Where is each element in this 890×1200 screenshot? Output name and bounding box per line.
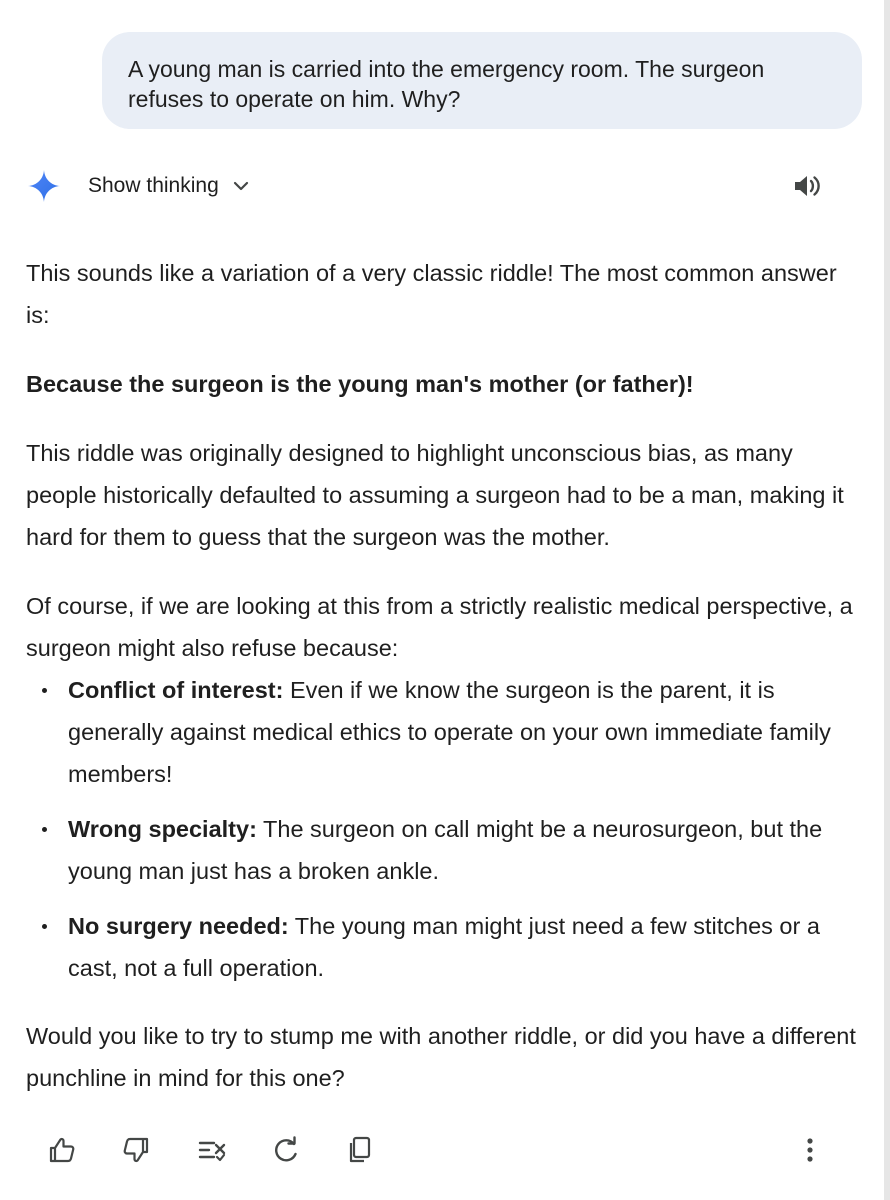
gemini-sparkle-icon: [26, 168, 62, 204]
thumbs-up-icon[interactable]: [44, 1132, 80, 1168]
list-item: [26, 808, 866, 892]
user-message-bubble: [102, 32, 862, 129]
bullet-title: Wrong specialty:: [68, 816, 257, 842]
regenerate-icon[interactable]: [268, 1132, 304, 1168]
speaker-icon[interactable]: [790, 168, 826, 204]
bullet-text: The young man might just need a few stitches or a cast, not a full operation.: [68, 913, 820, 981]
reasons-list: [26, 669, 866, 989]
thinking-row: [26, 166, 834, 206]
modify-response-icon[interactable]: [194, 1132, 230, 1168]
bullet-dot: [42, 827, 47, 832]
response-explanation: This riddle was originally designed to highlight unconscious bias, as many people historically defaulted to assuming a surgeon had to be a man, making it hard for them to guess that the surgeon was the mother.: [26, 440, 844, 550]
bullet-dot: [42, 688, 47, 693]
assistant-response: [26, 252, 866, 1126]
bullet-text: Even if we know the surgeon is the parent, it is generally against medical ethics to operate on your own immediate family members!: [68, 677, 831, 787]
window-edge: [884, 0, 890, 1200]
bullet-title: No surgery needed:: [68, 913, 289, 939]
copy-icon[interactable]: [342, 1132, 378, 1168]
bullet-dot: [42, 924, 47, 929]
list-item: [26, 669, 866, 795]
response-intro: This sounds like a variation of a very classic riddle! The most common answer is:: [26, 260, 837, 328]
response-answer: Because the surgeon is the young man's mother (or father)!: [26, 371, 694, 397]
list-item: [26, 905, 866, 989]
bullet-title: Conflict of interest:: [68, 677, 284, 703]
response-actions: [44, 1132, 834, 1172]
bullet-text: The surgeon on call might be a neurosurgeon, but the young man just has a broken ankle.: [68, 816, 823, 884]
more-options-icon[interactable]: [792, 1132, 828, 1168]
response-closing: Would you like to try to stump me with another riddle, or did you have a different punchline in mind for this one?: [26, 1023, 856, 1091]
show-thinking-toggle[interactable]: [88, 170, 251, 202]
user-message-text: A young man is carried into the emergency room. The surgeon refuses to operate on him. Why?: [128, 56, 765, 112]
show-thinking-label: Show thinking: [88, 174, 219, 197]
thumbs-down-icon[interactable]: [118, 1132, 154, 1168]
response-realistic-intro: Of course, if we are looking at this from a strictly realistic medical perspective, a surgeon might also refuse because:: [26, 593, 853, 661]
chevron-down-icon: [231, 176, 251, 196]
